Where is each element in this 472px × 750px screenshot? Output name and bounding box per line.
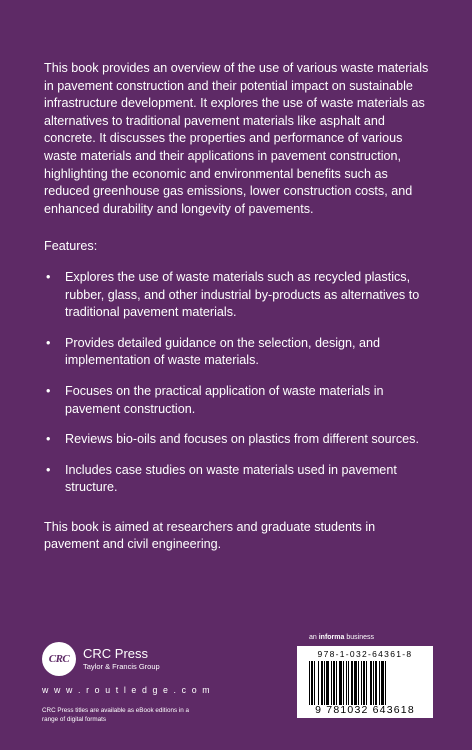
isbn-barcode [297,646,433,718]
bullet-icon: • [46,269,51,284]
bullet-icon: • [46,432,51,447]
informa-tagline [309,634,374,641]
feature-item [44,462,430,497]
crc-logo-icon: CRC [42,642,76,676]
feature-item [44,383,430,418]
audience-paragraph: This book is aimed at researchers and graduate students in pavement and civil engineering. [44,519,376,552]
bullet-icon: • [46,462,51,477]
publisher-name: CRC Press [83,646,149,662]
publisher-name-block [83,647,160,671]
informa-suffix: business [344,634,374,641]
back-cover-text [44,60,430,554]
features-list [44,269,430,497]
ebook-note: CRC Press titles are available as eBook editions in a range of digital formats [42,707,189,723]
bullet-icon: • [46,383,51,398]
feature-text: Reviews bio-oils and focuses on plastics from different sources. [65,432,419,447]
isbn-number: 978-1-032-64361-8 [317,649,413,659]
bullet-icon: • [46,335,51,350]
feature-text: Includes case studies on waste materials used in pavement structure. [65,462,397,495]
intro-paragraph: This book provides an overview of the use of various waste materials in pavement construction and their potential impact on sustainable infrastructure development. It explores the use of waste materials as alternatives to traditional pavement materials like asphalt and concrete. It discusses the properties and performance of various waste materials and their applications in pavement construction, highlighting the economic and environmental benefits such as reduced greenhouse gas emissions, lower construction costs, and enhanced durability and longevity of pavements. [44,61,429,216]
feature-item [44,269,430,322]
informa-prefix: an [309,634,319,641]
informa-brand: informa [318,634,345,641]
feature-text: Provides detailed guidance on the selection, design, and implementation of waste materials. [65,335,381,368]
feature-item [44,431,430,449]
feature-text: Explores the use of waste materials such as recycled plastics, rubber, glass, and other industrial by-products as alternatives to traditional pavement materials. [65,269,420,320]
barcode-icon [309,661,425,705]
publisher-url: w w w . r o u t l e d g e . c o m [42,685,212,695]
publisher-logo [42,642,160,676]
ean-number: 9 781032 643618 [315,704,415,716]
feature-item [44,335,430,370]
publisher-group: Taylor & Francis Group [83,662,160,672]
features-heading: Features: [44,239,98,254]
feature-text: Focuses on the practical application of waste materials in pavement construction. [65,383,384,416]
